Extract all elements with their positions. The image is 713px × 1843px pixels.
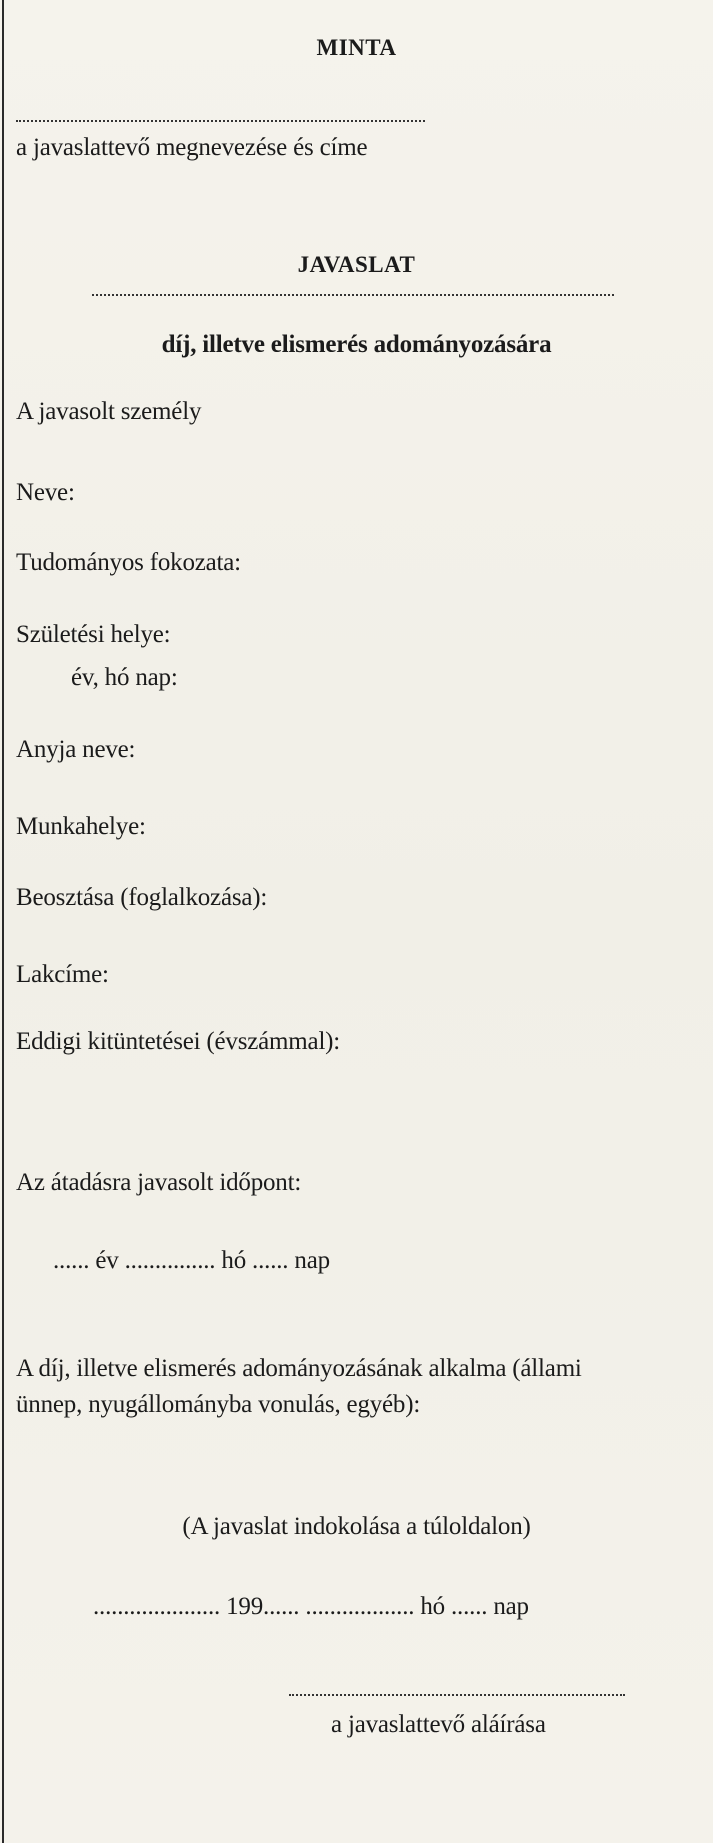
handover-date-line: ...... év ............... hó ...... nap (53, 1247, 330, 1274)
handover-label: Az átadásra javasolt időpont: (16, 1169, 302, 1196)
field-name-label: Neve: (16, 479, 75, 506)
proposer-label: a javaslattevő megnevezése és címe (16, 134, 368, 161)
occasion-label-line2: ünnep, nyugállományba vonulás, egyéb): (16, 1391, 421, 1418)
field-birthplace-label: Születési helye: (16, 621, 171, 648)
sign-day: hó ...... nap (420, 1593, 529, 1620)
sign-month-dots: .................. (305, 1593, 415, 1620)
proposer-dotted-line (16, 120, 425, 122)
sign-place-dots: ..................... (93, 1593, 221, 1620)
field-workplace-label: Munkahelye: (16, 813, 146, 840)
document-title: JAVASLAT (297, 252, 416, 277)
field-position-label: Beosztása (foglalkozása): (16, 884, 268, 911)
signature-label: a javaslattevő aláírása (331, 1711, 546, 1738)
field-degree-label: Tudományos fokozata: (16, 549, 241, 576)
justification-note: (A javaslat indokolása a túloldalon) (182, 1513, 531, 1540)
sign-date-line (93, 1592, 529, 1622)
field-mother-label: Anyja neve: (16, 736, 136, 763)
person-heading: A javasolt személy (16, 398, 202, 425)
document-subtitle: díj, illetve elismerés adományozására (161, 331, 552, 358)
field-prior-awards-label: Eddigi kitüntetései (évszámmal): (16, 1028, 341, 1055)
sample-heading: MINTA (316, 35, 397, 60)
sign-year: 199...... (226, 1593, 300, 1620)
field-address-label: Lakcíme: (16, 961, 109, 988)
field-birthdate-label: év, hó nap: (71, 664, 178, 691)
award-name-dotted-line (92, 294, 614, 296)
occasion-label-line1: A díj, illetve elismerés adományozásának alkalma (állami (16, 1355, 582, 1382)
signature-dotted-line (289, 1694, 625, 1696)
